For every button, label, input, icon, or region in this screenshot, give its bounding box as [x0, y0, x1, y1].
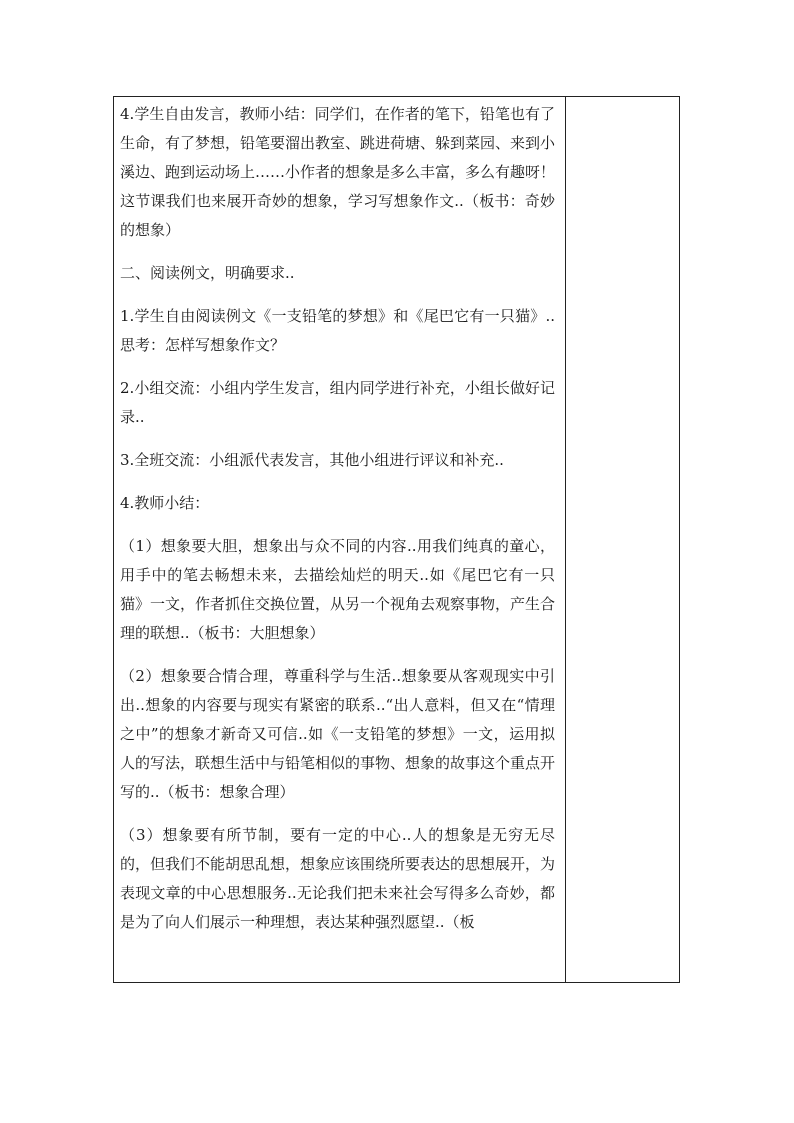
section-heading-read-examples: 二、阅读例文，明确要求.. [120, 264, 295, 282]
lesson-plan-table [113, 96, 680, 983]
paragraph-step-3: 3.全班交流：小组派代表发言，其他小组进行评议和补充.. [120, 451, 504, 469]
paragraph-point-1: （1）想象要大胆，想象出与众不同的内容..用我们纯真的童心，用手中的笔去畅想未来，去描绘灿烂的明天..如《尾巴它有一只猫》一文，作者抓住交换位置，从另一个视角去观察事物，产生合理的联想..（板书：大胆想象） [120, 537, 556, 642]
paragraph-point-2: （2）想象要合情合理，尊重科学与生活..想象要从客观现实中引出..想象的内容要与现实有紧密的联系..“出人意料，但又在“情理之中”的想象才新奇又可信..如《一支铅笔的梦想》一文，运用拟人的写法，联想生活中与铅笔相似的事物、想象的故事这个重点开写的..（板书：想象合理） [120, 667, 556, 801]
paragraph-point-3: （3）想象要有所节制，要有一定的中心..人的想象是无穷无尽的，但我们不能胡思乱想，想象应该围绕所要表达的思想展开，为表现文章的中心思想服务..无论我们把未来社会写得多么奇妙，都是为了向人们展示一种理想，表达某种强烈愿望..（板 [120, 826, 556, 931]
paragraph-teacher-summary: 4.学生自由发言，教师小结：同学们，在作者的笔下，铅笔也有了生命，有了梦想，铅笔要溜出教室、跳进荷塘、躲到菜园、来到小溪边、跑到运动场上……小作者的想象是多么丰富，多么有趣呀！这节课我们也来展开奇妙的想象，学习写想象作文..（板书：奇妙的想象） [120, 105, 556, 239]
paragraph-step-2: 2.小组交流：小组内学生发言，组内同学进行补充，小组长做好记录.. [120, 379, 555, 426]
paragraph-step-4: 4.教师小结： [120, 494, 210, 512]
notes-cell [566, 97, 679, 982]
paragraph-step-1: 1.学生自由阅读例文《一支铅笔的梦想》和《尾巴它有一只猫》..思考：怎样写想象作文？ [120, 307, 555, 354]
lesson-content-cell [114, 97, 566, 982]
